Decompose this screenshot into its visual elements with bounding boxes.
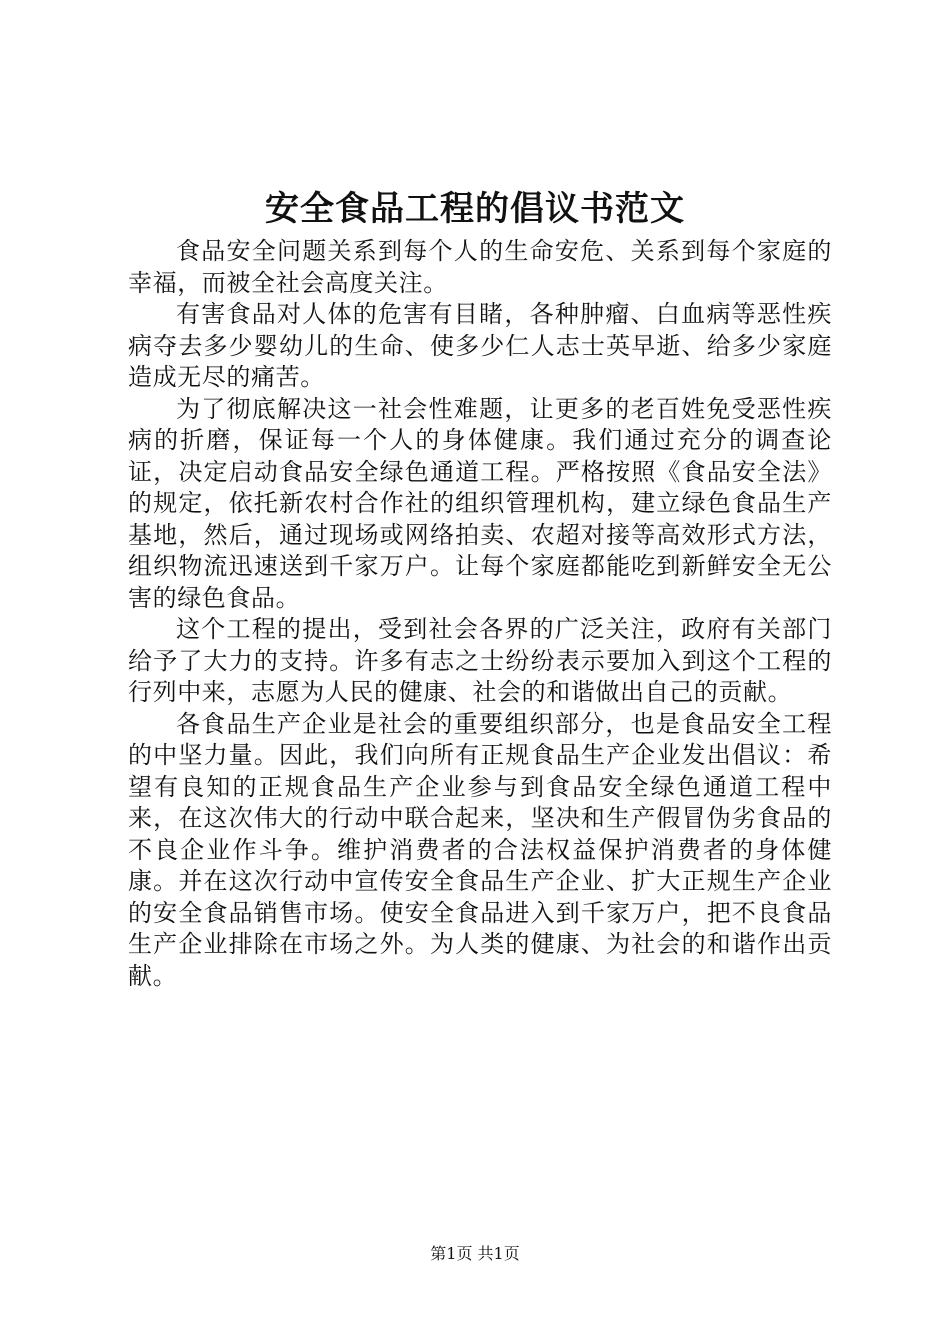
paragraph-4: 这个工程的提出，受到社会各界的广泛关注，政府有关部门给予了大力的支持。许多有志之士纷纷表示要加入到这个工程的行列中来，志愿为人民的健康、社会的和谐做出自己的贡献。 <box>128 615 832 706</box>
paragraph-1: 食品安全问题关系到每个人的生命安危、关系到每个家庭的幸福，而被全社会高度关注。 <box>128 237 832 297</box>
document-title: 安全食品工程的倡议书范文 <box>265 189 685 229</box>
paragraph-5: 各食品生产企业是社会的重要组织部分，也是食品安全工程的中坚力量。因此，我们向所有正规食品生产企业发出倡议：希望有良知的正规食品生产企业参与到食品安全绿色通道工程中来，在这次伟大的行动中联合起来，坚决和生产假冒伪劣食品的不良企业作斗争。维护消费者的合法权益保护消费者的身体健康。并在这次行动中宣传安全食品生产企业、扩大正规生产企业的安全食品销售市场。使安全食品进入到千家万户，把不良食品生产企业排除在市场之外。为人类的健康、为社会的和谐作出贡献。 <box>128 709 832 990</box>
page-footer: 第1页 共1页 <box>430 1244 520 1263</box>
paragraph-2: 有害食品对人体的危害有目睹，各种肿瘤、白血病等恶性疾病夺去多少婴幼儿的生命、使多少仁人志士英早逝、给多少家庭造成无尽的痛苦。 <box>128 300 832 391</box>
document-body <box>128 236 832 992</box>
paragraph-3: 为了彻底解决这一社会性难题，让更多的老百姓免受恶性疾病的折磨，保证每一个人的身体健康。我们通过充分的调查论证，决定启动食品安全绿色通道工程。严格按照《食品安全法》的规定，依托新农村合作社的组织管理机构，建立绿色食品生产基地，然后，通过现场或网络拍卖、农超对接等高效形式方法，组织物流迅速送到千家万户。让每个家庭都能吃到新鲜安全无公害的绿色食品。 <box>128 394 832 612</box>
